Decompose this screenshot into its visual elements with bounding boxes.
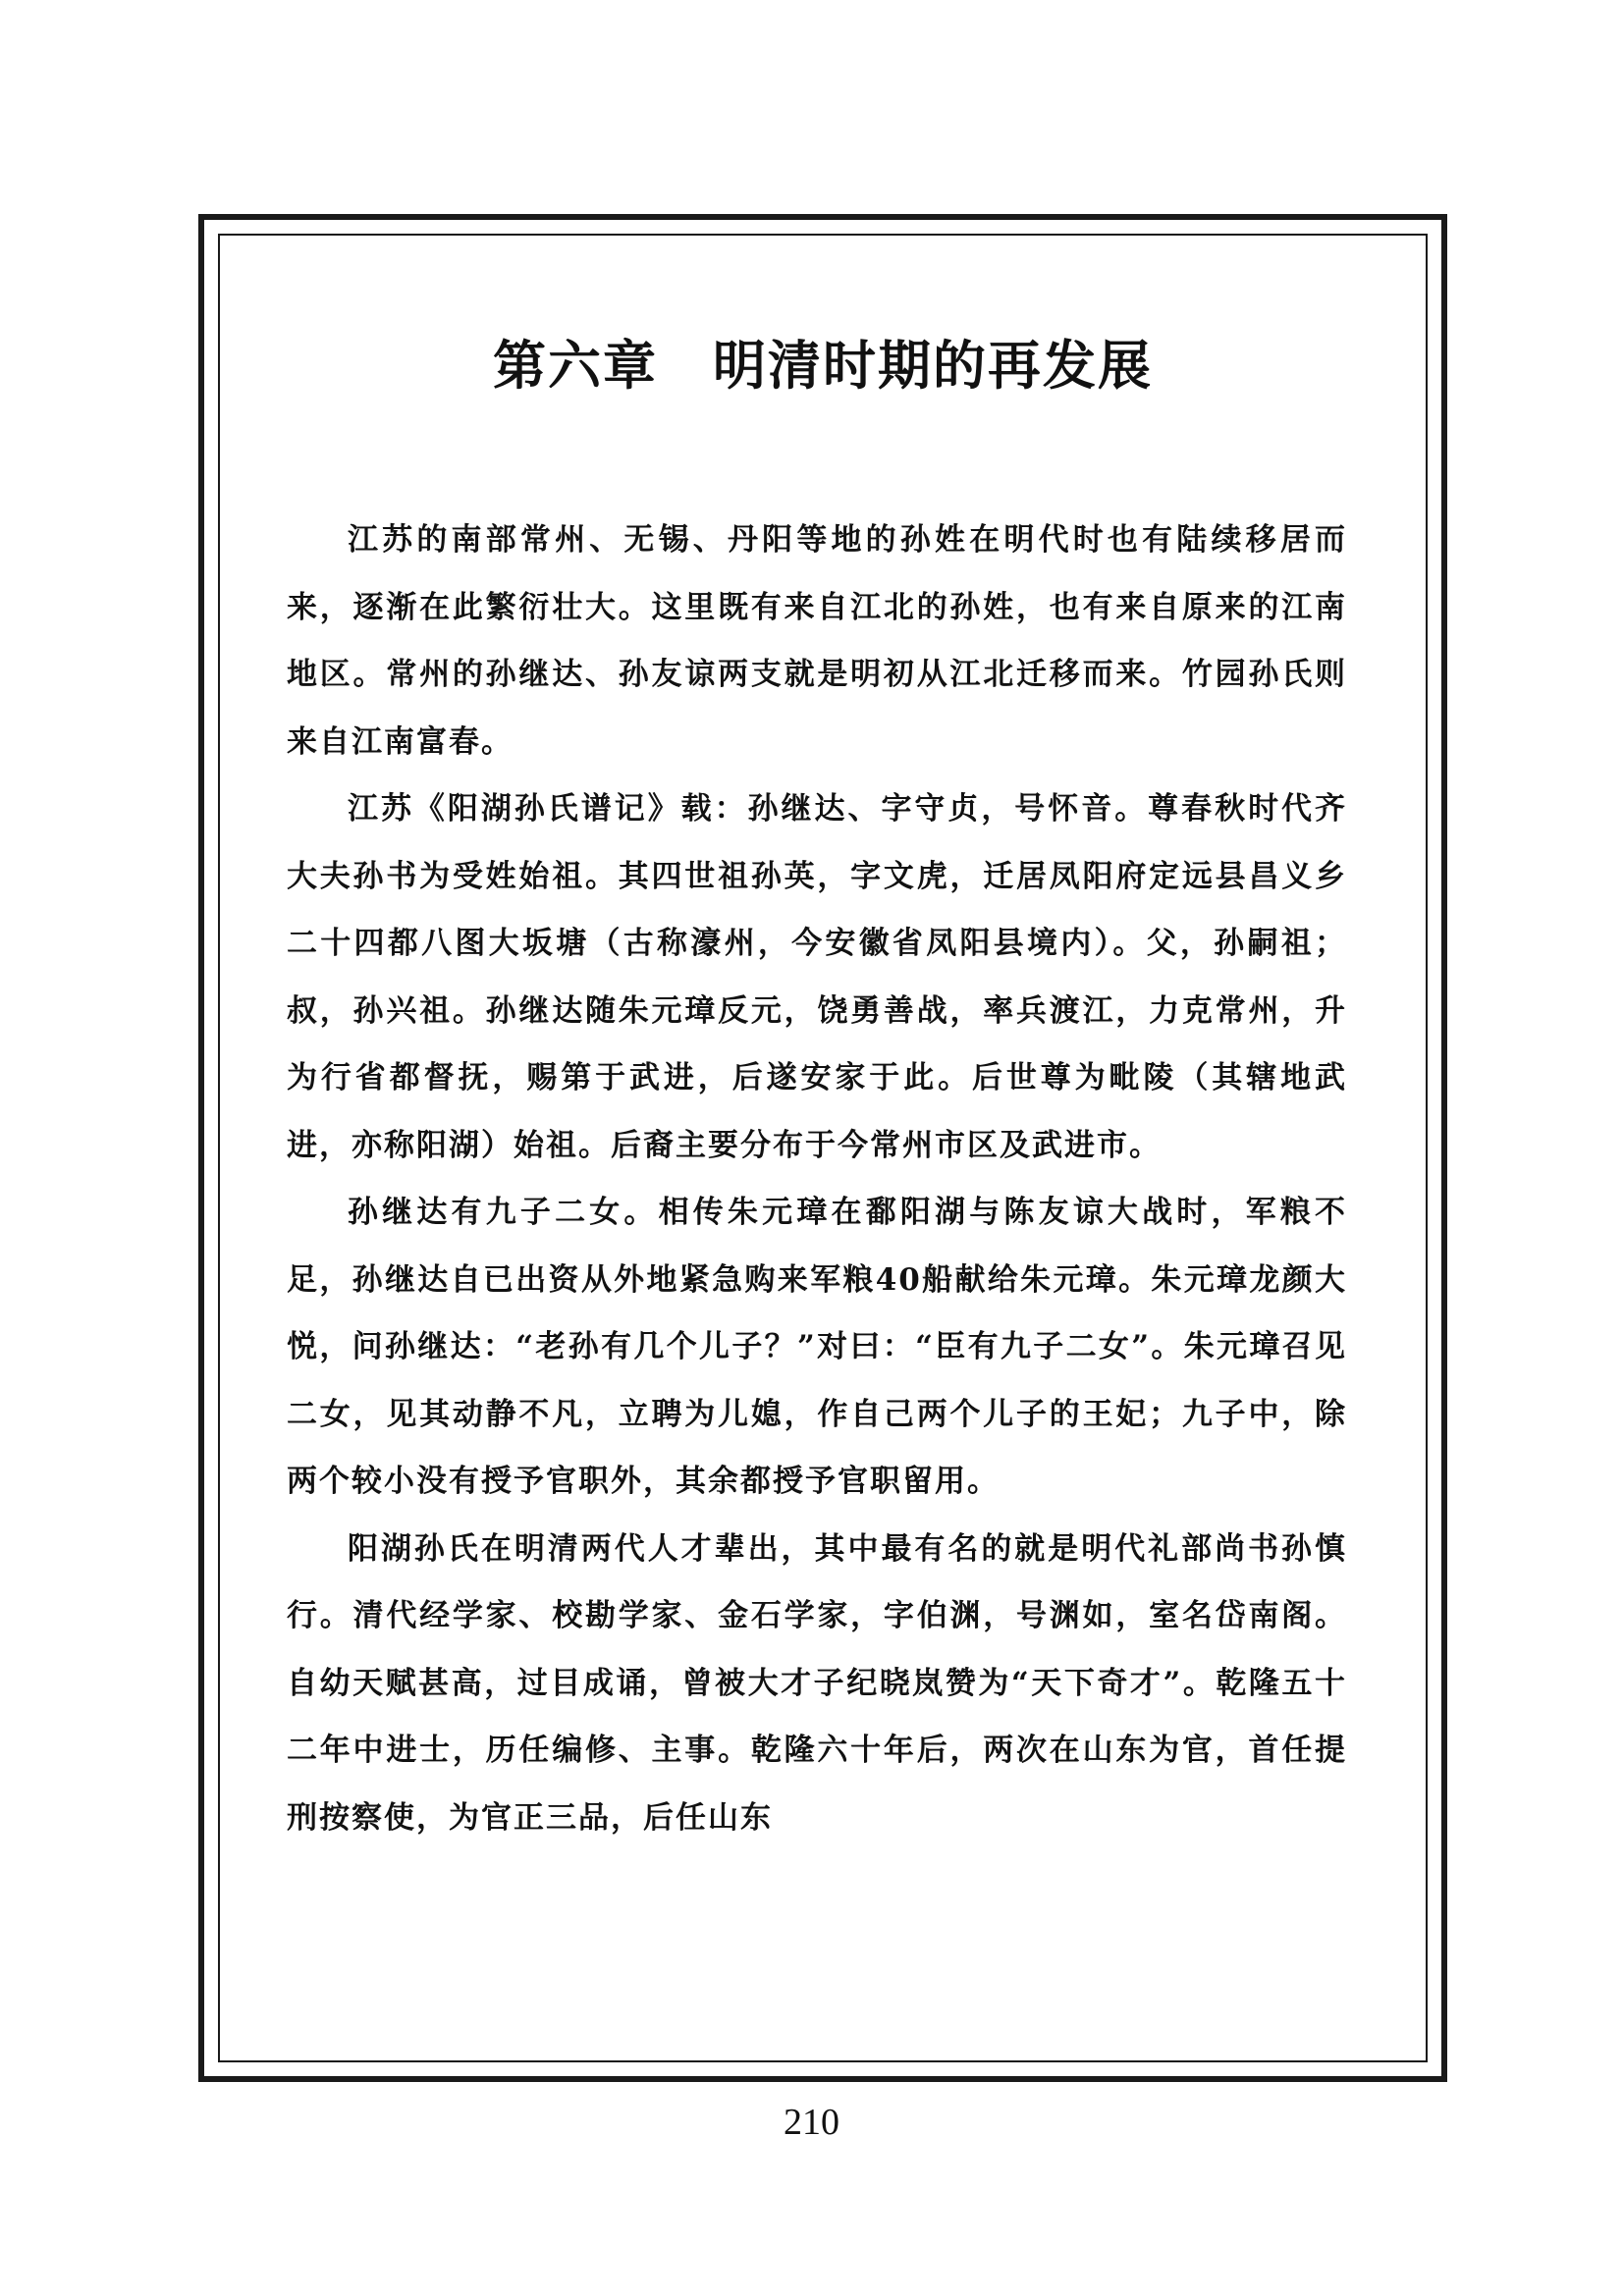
page-number: 210 bbox=[784, 2102, 839, 2143]
paragraph-1: 江苏的南部常州、无锡、丹阳等地的孙姓在明代时也有陆续移居而来，逐渐在此繁衍壮大。这里既有来自江北的孙姓，也有来自原来的江南地区。常州的孙继达、孙友谅两支就是明初从江北迁移而来。竹园孙氏则来自江南富春。 bbox=[287, 522, 1347, 760]
chapter-title bbox=[218, 334, 1428, 398]
paragraph-4: 阳湖孙氏在明清两代人才辈出，其中最有名的就是明代礼部尚书孙慎行。清代经学家、校勘学家、金石学家，字伯渊，号渊如，室名岱南阁。自幼天赋甚高，过目成诵，曾被大才子纪晓岚赞为“天下奇才”。乾隆五十二年中进士，历任编修、主事。乾隆六十年后，两次在山东为官，首任提刑按察使，为官正三品，后任山东 bbox=[287, 1530, 1347, 1836]
chapter-title-text: 明清时期的再发展 bbox=[713, 334, 1153, 397]
body-text bbox=[287, 507, 1347, 1851]
paragraph-2: 江苏《阳湖孙氏谱记》载：孙继达、字守贞，号怀音。尊春秋时代齐大夫孙书为受姓始祖。其四世祖孙英，字文虎，迁居凤阳府定远县昌义乡二十四都八图大坂塘（古称濠州，今安徽省凤阳县境内）。父，孙嗣祖；叔，孙兴祖。孙继达随朱元璋反元，饶勇善战，率兵渡江，力克常州，升为行省都督抚，赐第于武进，后遂安家于此。后世尊为毗陵（其辖地武进，亦称阳湖）始祖。后裔主要分布于今常州市区及武进市。 bbox=[287, 791, 1347, 1163]
paragraph-3: 孙继达有九子二女。相传朱元璋在鄱阳湖与陈友谅大战时，军粮不足，孙继达自已出资从外地紧急购来军粮40船献给朱元璋。朱元璋龙颜大悦，问孙继达：“老孙有几个儿子？”对曰：“臣有九子二女”。朱元璋召见二女，见其动静不凡，立聘为儿媳，作自己两个儿子的王妃；九子中，除两个较小没有授予官职外，其余都授予官职留用。 bbox=[287, 1195, 1347, 1499]
chapter-label: 第六章 bbox=[493, 334, 658, 397]
